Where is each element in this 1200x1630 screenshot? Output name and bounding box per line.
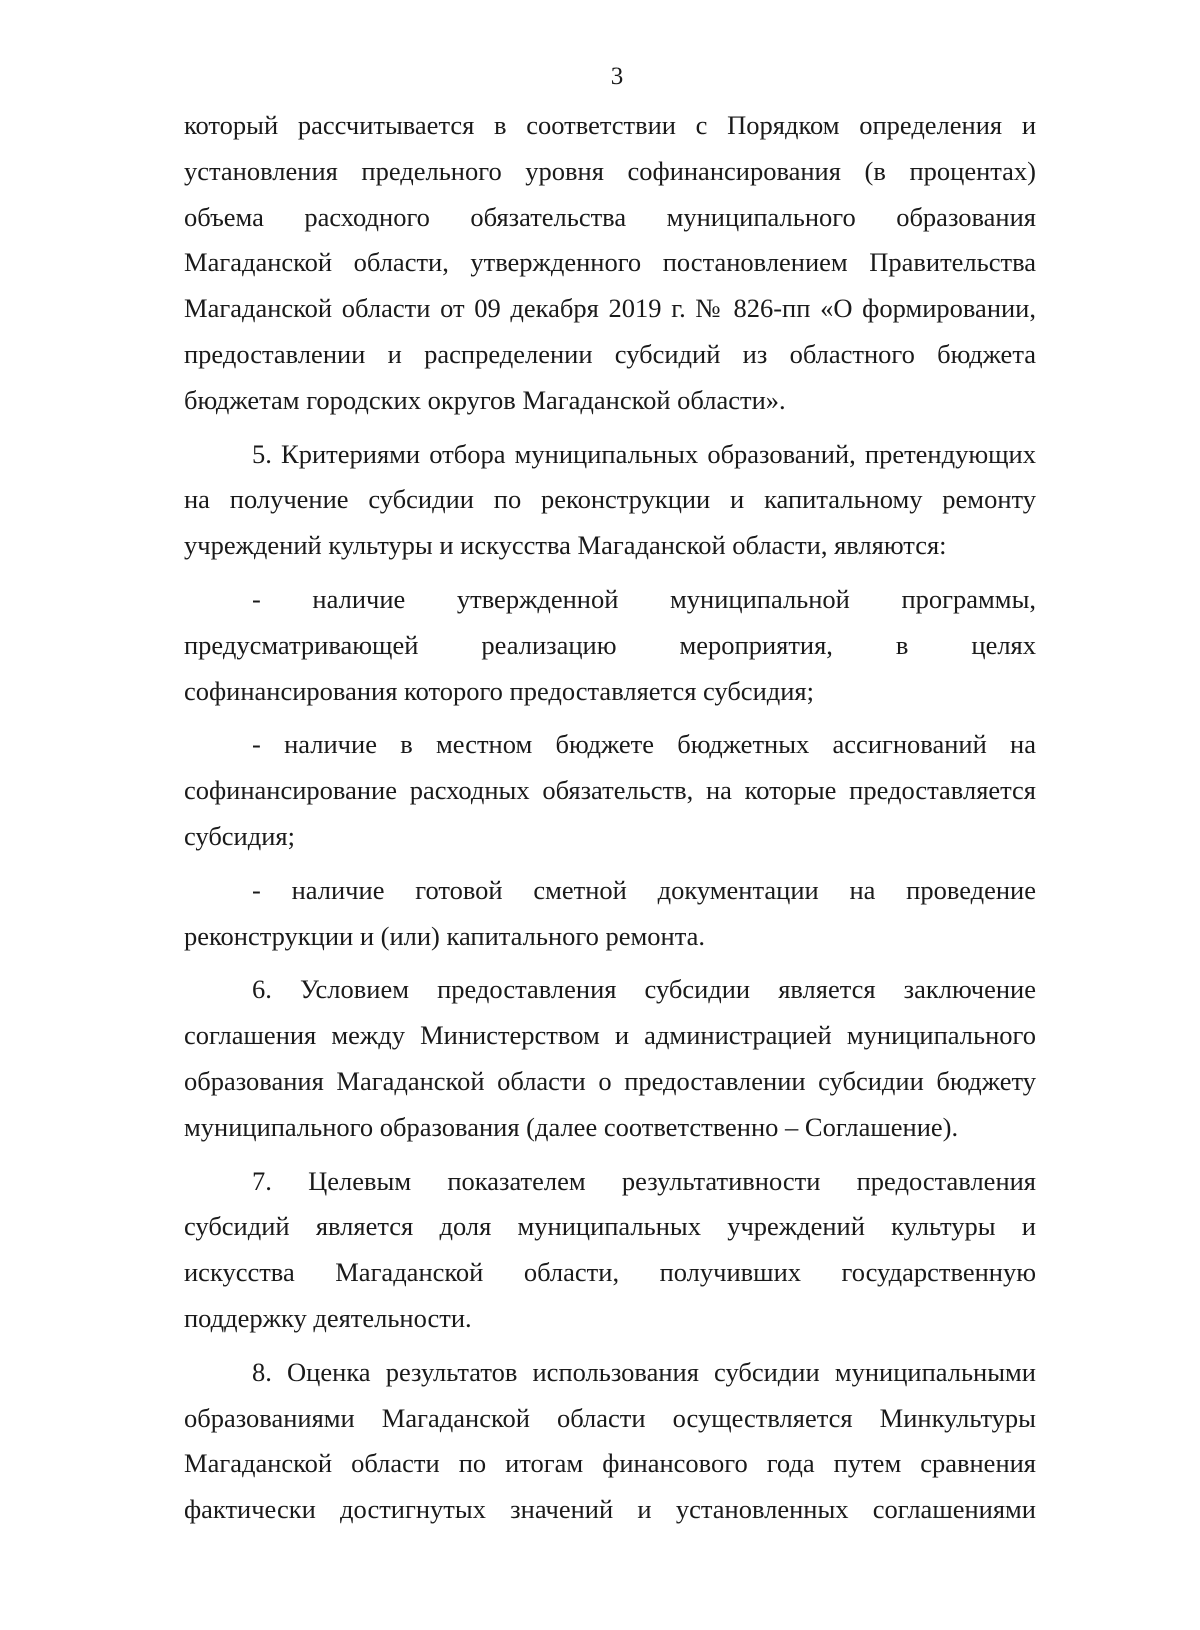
text-line: поддержку деятельности. — [184, 1302, 472, 1333]
text-line: софинансирование расходных обязательств, на которые предоставляется — [184, 775, 1036, 806]
text-line: софинансирования которого предоставляется субсидия; — [184, 675, 814, 706]
text-line: субсидия; — [184, 820, 295, 851]
paragraph-item-7 — [184, 1159, 1036, 1342]
text-line: 5. Критериями отбора муниципальных образований, претендующих — [252, 438, 1036, 469]
paragraph-item-8 — [184, 1350, 1036, 1533]
text-line: фактически достигнутых значений и установленных соглашениями — [184, 1494, 1036, 1525]
text-line: - наличие в местном бюджете бюджетных ассигнований на — [252, 729, 1036, 760]
text-line: учреждений культуры и искусства Магаданской области, являются: — [184, 530, 947, 561]
paragraph-continuation — [184, 103, 1036, 424]
text-line: на получение субсидии по реконструкции и капитальному ремонту — [184, 484, 1036, 515]
text-line: бюджетам городских округов Магаданской области». — [184, 384, 786, 415]
text-line: муниципального образования (далее соответственно – Соглашение). — [184, 1111, 959, 1142]
text-line: Магаданской области по итогам финансового года путем сравнения — [184, 1448, 1036, 1479]
document-body — [184, 103, 1036, 1533]
text-line: субсидий является доля муниципальных учреждений культуры и — [184, 1211, 1036, 1242]
paragraph-item-6 — [184, 967, 1036, 1150]
page-number: 3 — [610, 63, 624, 90]
text-line: 8. Оценка результатов использования субсидии муниципальными — [252, 1356, 1036, 1387]
text-line: - наличие утвержденной муниципальной программы, — [252, 583, 1036, 614]
criteria-bullet-documentation — [184, 868, 1036, 960]
paragraph-item-5 — [184, 432, 1036, 569]
text-line: соглашения между Министерством и администрацией муниципального — [184, 1020, 1036, 1051]
text-line: 6. Условием предоставления субсидии является заключение — [252, 974, 1036, 1005]
criteria-bullet-program — [184, 577, 1036, 714]
text-line: реконструкции и (или) капитального ремонта. — [184, 920, 705, 951]
text-line: предоставлении и распределении субсидий из областного бюджета — [184, 338, 1036, 369]
text-line: установления предельного уровня софинансирования (в процентах) — [184, 155, 1036, 186]
text-line: который рассчитывается в соответствии с Порядком определения и — [184, 110, 1036, 140]
text-line: предусматривающей реализацию мероприятия, в целях — [184, 629, 1036, 660]
text-line: Магаданской области от 09 декабря 2019 г. № 826-пп «О формировании, — [184, 293, 1036, 324]
text-line: 7. Целевым показателем результативности предоставления — [252, 1165, 1036, 1196]
text-line: объема расходного обязательства муниципального образования — [184, 201, 1036, 232]
text-line: образованиями Магаданской области осуществляется Минкультуры — [184, 1402, 1036, 1433]
text-line: образования Магаданской области о предоставлении субсидии бюджету — [184, 1065, 1036, 1096]
text-line: - наличие готовой сметной документации на проведение — [252, 874, 1036, 905]
text-line: Магаданской области, утвержденного постановлением Правительства — [184, 247, 1036, 278]
criteria-bullet-budget — [184, 722, 1036, 859]
text-line: искусства Магаданской области, получивших государственную — [184, 1257, 1036, 1288]
